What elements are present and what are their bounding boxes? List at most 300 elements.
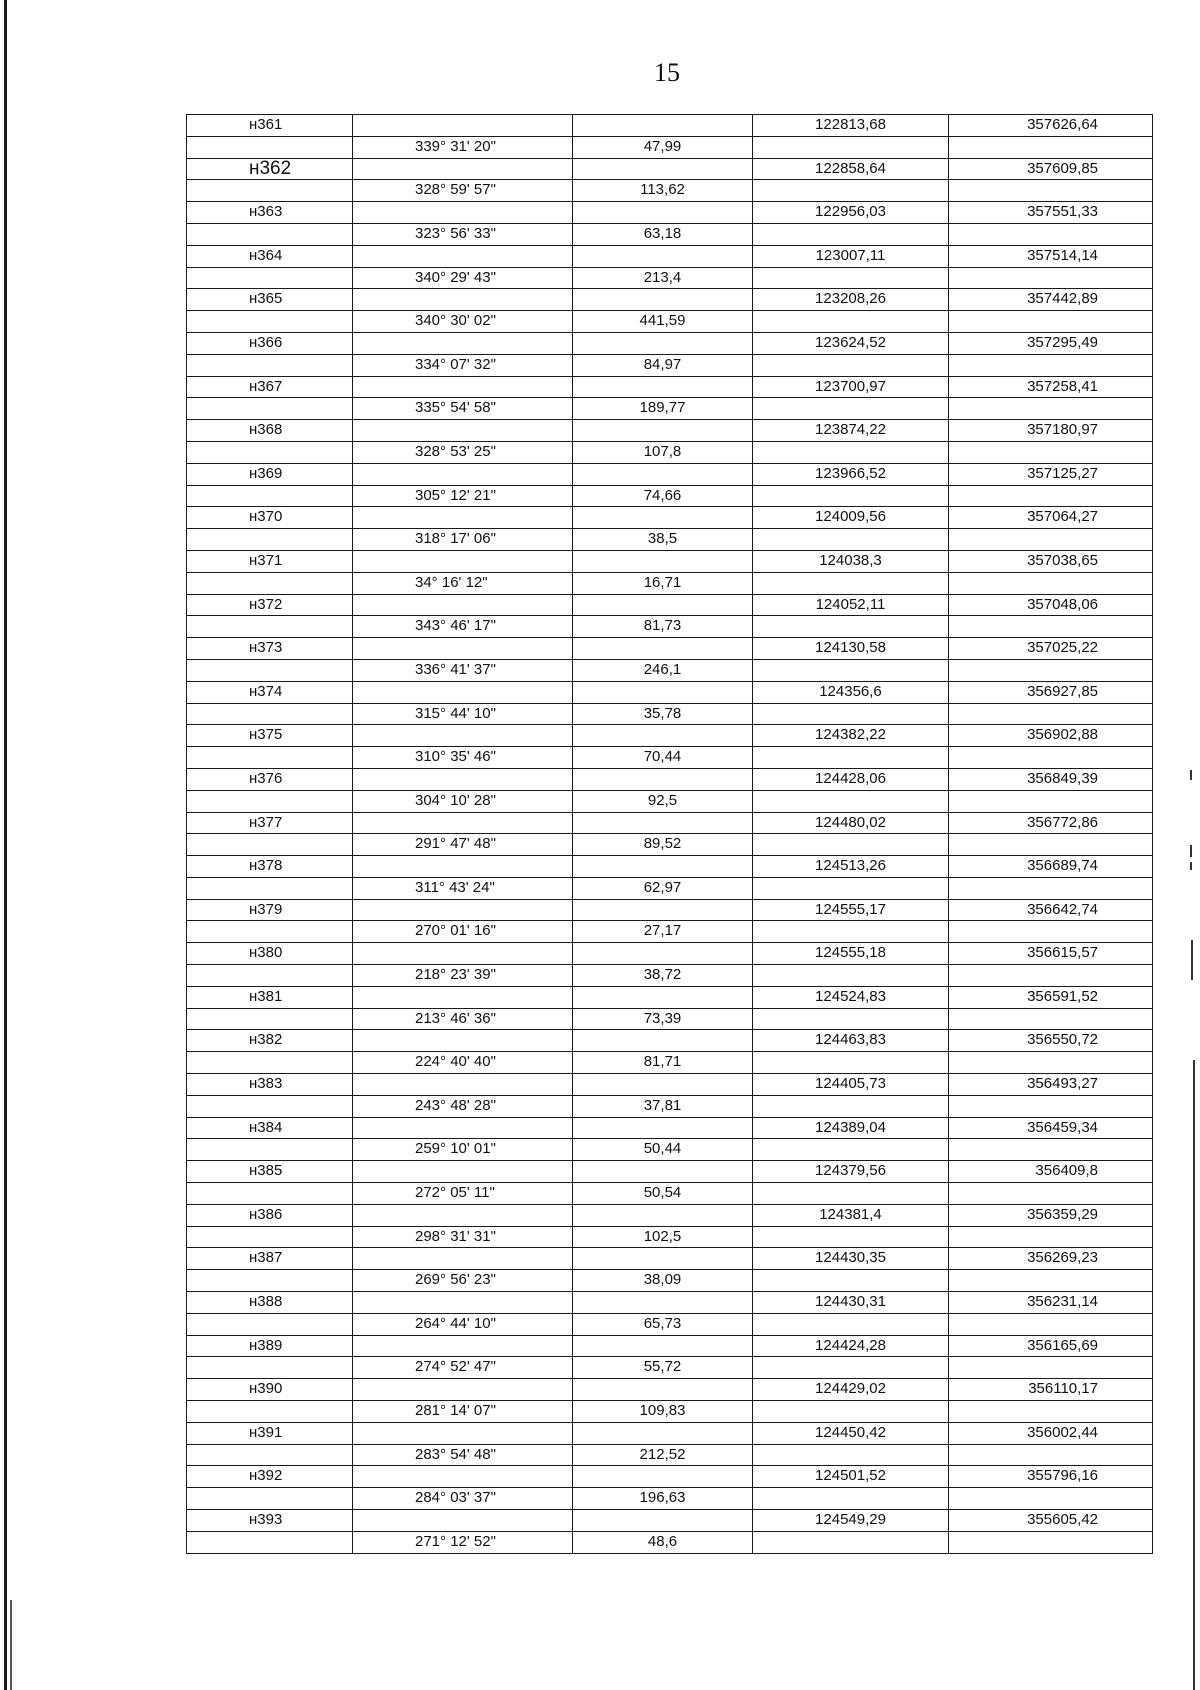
bearing-cell: 311° 43' 24" [353, 877, 573, 899]
y-coordinate-cell [949, 1401, 1153, 1423]
x-coordinate-cell: 124501,52 [753, 1466, 949, 1488]
y-coordinate-cell [949, 921, 1153, 943]
distance-cell: 113,62 [573, 180, 753, 202]
point-row [187, 1030, 1153, 1052]
x-coordinate-cell: 124429,02 [753, 1379, 949, 1401]
scan-edge-mark [1193, 1060, 1195, 1690]
distance-cell: 50,54 [573, 1183, 753, 1205]
segment-row [187, 921, 1153, 943]
y-coordinate-cell [949, 1139, 1153, 1161]
scan-edge-mark [1190, 770, 1192, 780]
bearing-cell: 213° 46' 36" [353, 1008, 573, 1030]
bearing-cell [353, 202, 573, 224]
x-coordinate-cell [753, 1183, 949, 1205]
y-coordinate-cell [949, 790, 1153, 812]
bearing-cell [353, 1510, 573, 1532]
y-coordinate-cell: 356902,88 [949, 725, 1153, 747]
y-coordinate-cell: 357626,64 [949, 115, 1153, 137]
distance-cell: 107,8 [573, 441, 753, 463]
y-coordinate-cell: 356927,85 [949, 681, 1153, 703]
distance-cell [573, 986, 753, 1008]
point-name-cell: н364 [187, 245, 353, 267]
point-row [187, 681, 1153, 703]
y-coordinate-cell [949, 223, 1153, 245]
point-name-cell [187, 1095, 353, 1117]
point-name-cell: н368 [187, 420, 353, 442]
point-row [187, 1292, 1153, 1314]
x-coordinate-cell [753, 1531, 949, 1553]
bearing-cell [353, 158, 573, 180]
x-coordinate-cell: 124381,4 [753, 1204, 949, 1226]
point-row [187, 1204, 1153, 1226]
distance-cell: 213,4 [573, 267, 753, 289]
distance-cell: 81,71 [573, 1052, 753, 1074]
distance-cell [573, 812, 753, 834]
distance-cell [573, 420, 753, 442]
point-name-cell: н374 [187, 681, 353, 703]
distance-cell [573, 1422, 753, 1444]
x-coordinate-cell: 123007,11 [753, 245, 949, 267]
y-coordinate-cell [949, 965, 1153, 987]
bearing-cell: 340° 30' 02" [353, 311, 573, 333]
x-coordinate-cell: 123624,52 [753, 332, 949, 354]
distance-cell [573, 550, 753, 572]
segment-row [187, 703, 1153, 725]
point-name-cell: н362 [187, 158, 353, 180]
point-row [187, 1510, 1153, 1532]
point-row [187, 332, 1153, 354]
bearing-cell [353, 768, 573, 790]
distance-cell [573, 1030, 753, 1052]
point-name-cell: н366 [187, 332, 353, 354]
segment-row [187, 659, 1153, 681]
point-name-cell: н384 [187, 1117, 353, 1139]
point-name-cell [187, 703, 353, 725]
y-coordinate-cell: 357551,33 [949, 202, 1153, 224]
x-coordinate-cell [753, 1401, 949, 1423]
segment-row [187, 354, 1153, 376]
y-coordinate-cell [949, 398, 1153, 420]
point-name-cell [187, 136, 353, 158]
bearing-cell [353, 115, 573, 137]
bearing-cell: 340° 29' 43" [353, 267, 573, 289]
distance-cell [573, 681, 753, 703]
x-coordinate-cell [753, 1226, 949, 1248]
y-coordinate-cell: 356110,17 [949, 1379, 1153, 1401]
point-row [187, 1466, 1153, 1488]
point-name-cell: н361 [187, 115, 353, 137]
y-coordinate-cell: 357125,27 [949, 463, 1153, 485]
x-coordinate-cell [753, 834, 949, 856]
bearing-cell [353, 1204, 573, 1226]
segment-row [187, 180, 1153, 202]
x-coordinate-cell [753, 311, 949, 333]
distance-cell: 37,81 [573, 1095, 753, 1117]
bearing-cell: 328° 53' 25" [353, 441, 573, 463]
point-row [187, 376, 1153, 398]
x-coordinate-cell: 124389,04 [753, 1117, 949, 1139]
distance-cell: 73,39 [573, 1008, 753, 1030]
point-row [187, 115, 1153, 137]
bearing-cell: 283° 54' 48" [353, 1444, 573, 1466]
point-name-cell: н383 [187, 1074, 353, 1096]
bearing-cell [353, 1466, 573, 1488]
x-coordinate-cell: 124555,18 [753, 943, 949, 965]
distance-cell: 38,72 [573, 965, 753, 987]
point-row [187, 594, 1153, 616]
y-coordinate-cell: 357258,41 [949, 376, 1153, 398]
y-coordinate-cell: 357609,85 [949, 158, 1153, 180]
y-coordinate-cell: 356772,86 [949, 812, 1153, 834]
bearing-cell [353, 507, 573, 529]
point-row [187, 158, 1153, 180]
bearing-cell: 274° 52' 47" [353, 1357, 573, 1379]
bearing-cell: 272° 05' 11" [353, 1183, 573, 1205]
segment-row [187, 1183, 1153, 1205]
bearing-cell [353, 1292, 573, 1314]
point-row [187, 638, 1153, 660]
x-coordinate-cell [753, 616, 949, 638]
scan-edge-mark [1190, 862, 1192, 870]
point-row [187, 812, 1153, 834]
point-row [187, 1074, 1153, 1096]
scan-edge-mark [1190, 845, 1192, 857]
bearing-cell [353, 681, 573, 703]
distance-cell [573, 768, 753, 790]
x-coordinate-cell: 124052,11 [753, 594, 949, 616]
y-coordinate-cell [949, 180, 1153, 202]
point-name-cell: н369 [187, 463, 353, 485]
segment-row [187, 1270, 1153, 1292]
distance-cell: 47,99 [573, 136, 753, 158]
point-name-cell [187, 1226, 353, 1248]
point-name-cell [187, 311, 353, 333]
x-coordinate-cell: 124356,6 [753, 681, 949, 703]
point-name-cell [187, 659, 353, 681]
x-coordinate-cell: 124463,83 [753, 1030, 949, 1052]
x-coordinate-cell [753, 1052, 949, 1074]
distance-cell: 38,09 [573, 1270, 753, 1292]
y-coordinate-cell [949, 1357, 1153, 1379]
segment-row [187, 398, 1153, 420]
segment-row [187, 834, 1153, 856]
y-coordinate-cell [949, 1444, 1153, 1466]
x-coordinate-cell: 124405,73 [753, 1074, 949, 1096]
distance-cell [573, 1161, 753, 1183]
x-coordinate-cell: 124549,29 [753, 1510, 949, 1532]
x-coordinate-cell [753, 747, 949, 769]
x-coordinate-cell [753, 572, 949, 594]
x-coordinate-cell [753, 921, 949, 943]
y-coordinate-cell [949, 136, 1153, 158]
point-name-cell: н373 [187, 638, 353, 660]
y-coordinate-cell: 357295,49 [949, 332, 1153, 354]
distance-cell [573, 725, 753, 747]
y-coordinate-cell: 356231,14 [949, 1292, 1153, 1314]
y-coordinate-cell [949, 616, 1153, 638]
x-coordinate-cell [753, 790, 949, 812]
segment-row [187, 1444, 1153, 1466]
point-name-cell: н389 [187, 1335, 353, 1357]
point-row [187, 768, 1153, 790]
bearing-cell: 336° 41' 37" [353, 659, 573, 681]
point-name-cell [187, 1401, 353, 1423]
point-name-cell [187, 747, 353, 769]
x-coordinate-cell [753, 1095, 949, 1117]
distance-cell: 38,5 [573, 529, 753, 551]
segment-row [187, 877, 1153, 899]
point-name-cell: н381 [187, 986, 353, 1008]
point-row [187, 245, 1153, 267]
point-name-cell: н380 [187, 943, 353, 965]
distance-cell: 16,71 [573, 572, 753, 594]
distance-cell: 92,5 [573, 790, 753, 812]
distance-cell: 74,66 [573, 485, 753, 507]
bearing-cell [353, 1335, 573, 1357]
y-coordinate-cell [949, 1095, 1153, 1117]
x-coordinate-cell: 123874,22 [753, 420, 949, 442]
segment-row [187, 311, 1153, 333]
point-row [187, 1335, 1153, 1357]
bearing-cell [353, 1248, 573, 1270]
distance-cell [573, 1335, 753, 1357]
point-row [187, 856, 1153, 878]
x-coordinate-cell: 124130,58 [753, 638, 949, 660]
bearing-cell [353, 638, 573, 660]
segment-row [187, 1313, 1153, 1335]
point-row [187, 943, 1153, 965]
distance-cell [573, 158, 753, 180]
bearing-cell [353, 289, 573, 311]
distance-cell: 84,97 [573, 354, 753, 376]
distance-cell: 196,63 [573, 1488, 753, 1510]
point-row [187, 463, 1153, 485]
point-name-cell: н382 [187, 1030, 353, 1052]
y-coordinate-cell: 356002,44 [949, 1422, 1153, 1444]
bearing-cell: 305° 12' 21" [353, 485, 573, 507]
point-row [187, 986, 1153, 1008]
point-name-cell: н376 [187, 768, 353, 790]
x-coordinate-cell [753, 1270, 949, 1292]
distance-cell: 441,59 [573, 311, 753, 333]
x-coordinate-cell: 124428,06 [753, 768, 949, 790]
y-coordinate-cell: 356459,34 [949, 1117, 1153, 1139]
y-coordinate-cell: 357048,06 [949, 594, 1153, 616]
x-coordinate-cell: 124424,28 [753, 1335, 949, 1357]
y-coordinate-cell [949, 1313, 1153, 1335]
segment-row [187, 267, 1153, 289]
x-coordinate-cell [753, 180, 949, 202]
bearing-cell: 270° 01' 16" [353, 921, 573, 943]
distance-cell: 89,52 [573, 834, 753, 856]
point-name-cell: н370 [187, 507, 353, 529]
point-name-cell [187, 877, 353, 899]
x-coordinate-cell [753, 267, 949, 289]
y-coordinate-cell [949, 877, 1153, 899]
distance-cell: 35,78 [573, 703, 753, 725]
bearing-cell [353, 463, 573, 485]
x-coordinate-cell: 124524,83 [753, 986, 949, 1008]
bearing-cell: 264° 44' 10" [353, 1313, 573, 1335]
bearing-cell [353, 420, 573, 442]
point-name-cell: н385 [187, 1161, 353, 1183]
bearing-cell: 271° 12' 52" [353, 1531, 573, 1553]
point-name-cell [187, 965, 353, 987]
y-coordinate-cell [949, 659, 1153, 681]
x-coordinate-cell [753, 877, 949, 899]
point-name-cell: н371 [187, 550, 353, 572]
point-name-cell [187, 529, 353, 551]
bearing-cell: 218° 23' 39" [353, 965, 573, 987]
bearing-cell: 343° 46' 17" [353, 616, 573, 638]
point-name-cell [187, 354, 353, 376]
distance-cell: 62,97 [573, 877, 753, 899]
bearing-cell: 243° 48' 28" [353, 1095, 573, 1117]
bearing-cell [353, 812, 573, 834]
distance-cell: 63,18 [573, 223, 753, 245]
point-row [187, 550, 1153, 572]
y-coordinate-cell: 356269,23 [949, 1248, 1153, 1270]
bearing-cell: 298° 31' 31" [353, 1226, 573, 1248]
point-name-cell [187, 180, 353, 202]
bearing-cell: 328° 59' 57" [353, 180, 573, 202]
bearing-cell [353, 550, 573, 572]
distance-cell: 246,1 [573, 659, 753, 681]
y-coordinate-cell [949, 747, 1153, 769]
bearing-cell: 224° 40' 40" [353, 1052, 573, 1074]
coordinates-table [186, 114, 1153, 1554]
segment-row [187, 1488, 1153, 1510]
x-coordinate-cell: 124555,17 [753, 899, 949, 921]
distance-cell: 55,72 [573, 1357, 753, 1379]
x-coordinate-cell: 123700,97 [753, 376, 949, 398]
x-coordinate-cell: 124480,02 [753, 812, 949, 834]
distance-cell: 102,5 [573, 1226, 753, 1248]
x-coordinate-cell [753, 441, 949, 463]
segment-row [187, 441, 1153, 463]
x-coordinate-cell [753, 398, 949, 420]
y-coordinate-cell [949, 1008, 1153, 1030]
point-name-cell: н365 [187, 289, 353, 311]
x-coordinate-cell [753, 1488, 949, 1510]
y-coordinate-cell [949, 267, 1153, 289]
bearing-cell [353, 899, 573, 921]
segment-row [187, 1401, 1153, 1423]
point-name-cell [187, 267, 353, 289]
bearing-cell [353, 1379, 573, 1401]
y-coordinate-cell: 356591,52 [949, 986, 1153, 1008]
y-coordinate-cell: 357064,27 [949, 507, 1153, 529]
y-coordinate-cell: 356165,69 [949, 1335, 1153, 1357]
point-name-cell: н390 [187, 1379, 353, 1401]
bearing-cell: 315° 44' 10" [353, 703, 573, 725]
point-row [187, 420, 1153, 442]
y-coordinate-cell [949, 572, 1153, 594]
point-name-cell: н392 [187, 1466, 353, 1488]
point-name-cell: н387 [187, 1248, 353, 1270]
distance-cell [573, 463, 753, 485]
distance-cell [573, 1379, 753, 1401]
x-coordinate-cell [753, 659, 949, 681]
x-coordinate-cell [753, 1313, 949, 1335]
point-name-cell [187, 616, 353, 638]
point-row [187, 725, 1153, 747]
segment-row [187, 136, 1153, 158]
y-coordinate-cell [949, 354, 1153, 376]
y-coordinate-cell [949, 529, 1153, 551]
distance-cell [573, 376, 753, 398]
point-name-cell [187, 1531, 353, 1553]
x-coordinate-cell [753, 1008, 949, 1030]
x-coordinate-cell: 124038,3 [753, 550, 949, 572]
x-coordinate-cell: 124513,26 [753, 856, 949, 878]
point-name-cell [187, 790, 353, 812]
segment-row [187, 1052, 1153, 1074]
point-name-cell [187, 1270, 353, 1292]
scan-edge-mark [1191, 940, 1193, 980]
point-row [187, 1248, 1153, 1270]
bearing-cell: 269° 56' 23" [353, 1270, 573, 1292]
coordinates-table-body [187, 115, 1153, 1554]
y-coordinate-cell: 355796,16 [949, 1466, 1153, 1488]
x-coordinate-cell [753, 485, 949, 507]
distance-cell [573, 1466, 753, 1488]
bearing-cell: 281° 14' 07" [353, 1401, 573, 1423]
x-coordinate-cell: 124382,22 [753, 725, 949, 747]
y-coordinate-cell: 356493,27 [949, 1074, 1153, 1096]
bearing-cell [353, 245, 573, 267]
segment-row [187, 1357, 1153, 1379]
point-name-cell [187, 398, 353, 420]
segment-row [187, 616, 1153, 638]
x-coordinate-cell [753, 223, 949, 245]
x-coordinate-cell [753, 1357, 949, 1379]
segment-row [187, 790, 1153, 812]
point-name-cell: н363 [187, 202, 353, 224]
distance-cell [573, 507, 753, 529]
segment-row [187, 1531, 1153, 1553]
x-coordinate-cell: 124430,31 [753, 1292, 949, 1314]
distance-cell [573, 115, 753, 137]
bearing-cell [353, 594, 573, 616]
y-coordinate-cell: 355605,42 [949, 1510, 1153, 1532]
bearing-cell [353, 332, 573, 354]
y-coordinate-cell: 357025,22 [949, 638, 1153, 660]
y-coordinate-cell [949, 1488, 1153, 1510]
point-name-cell [187, 441, 353, 463]
y-coordinate-cell: 356615,57 [949, 943, 1153, 965]
y-coordinate-cell [949, 441, 1153, 463]
bearing-cell [353, 725, 573, 747]
y-coordinate-cell: 356550,72 [949, 1030, 1153, 1052]
bearing-cell [353, 376, 573, 398]
x-coordinate-cell: 123208,26 [753, 289, 949, 311]
y-coordinate-cell [949, 834, 1153, 856]
point-name-cell [187, 1052, 353, 1074]
y-coordinate-cell [949, 1183, 1153, 1205]
point-name-cell [187, 1444, 353, 1466]
x-coordinate-cell: 123966,52 [753, 463, 949, 485]
distance-cell [573, 638, 753, 660]
distance-cell [573, 1292, 753, 1314]
point-name-cell [187, 1139, 353, 1161]
bearing-cell: 310° 35' 46" [353, 747, 573, 769]
distance-cell: 48,6 [573, 1531, 753, 1553]
point-row [187, 1379, 1153, 1401]
bearing-cell: 284° 03' 37" [353, 1488, 573, 1510]
distance-cell [573, 332, 753, 354]
bearing-cell [353, 986, 573, 1008]
